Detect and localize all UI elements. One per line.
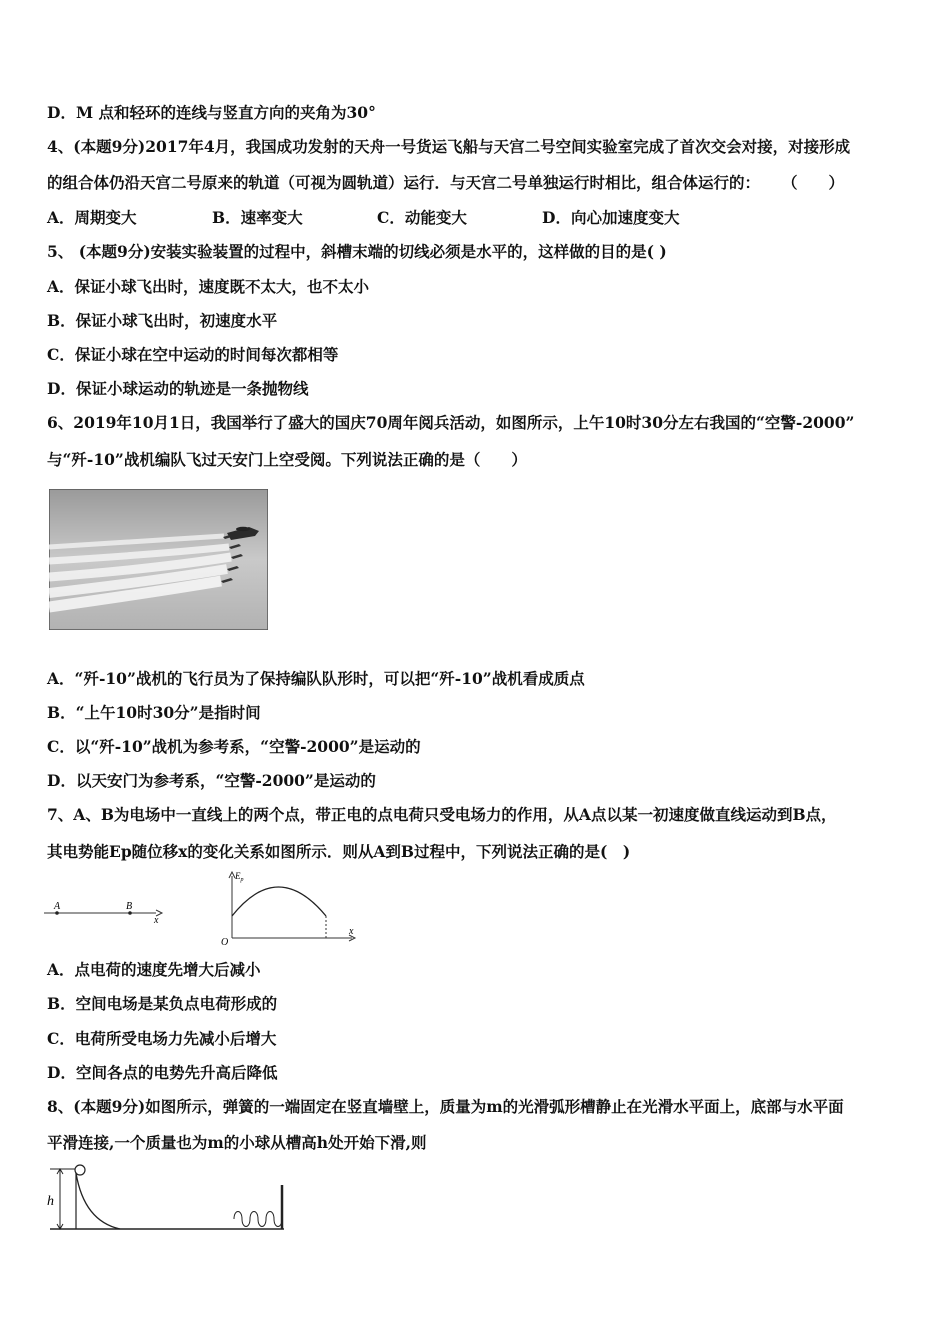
q8-score-tag: (本题9分): [73, 1097, 146, 1116]
q5-stem: [47, 242, 667, 262]
q4-options: [47, 208, 679, 228]
ep-x-graph: [218, 868, 363, 948]
spring: [234, 1212, 282, 1227]
q4-stem-line2: [47, 173, 844, 193]
q4-option-d: D．向心加速度变大: [542, 208, 680, 227]
origin-label: O: [221, 937, 229, 948]
q6-option-c: C．以“歼-10”战机为参考系，“空警-2000”是运动的: [47, 737, 421, 756]
x-label: x: [349, 926, 354, 937]
q7-stem-line1: [47, 805, 837, 825]
q8-stem-line2: 平滑连接,一个质量也为m的小球从槽高h处开始下滑,则: [47, 1133, 427, 1152]
q7-option-c: C．电荷所受电场力先减小后增大: [47, 1029, 277, 1048]
q6-option-a: A．“歼-10”战机的飞行员为了保持编队队形时，可以把“歼-10”战机看成质点: [47, 669, 585, 688]
q7-number: 7、: [47, 805, 74, 824]
q7-option-d: D．空间各点的电势先升高后降低: [47, 1063, 278, 1082]
q4-option-b: B．速率变大: [212, 208, 303, 227]
slope-spring-figure: [42, 1163, 292, 1235]
q7-stem-line2: 其电势能Ep随位移x的变化关系如图所示．则从A到B过程中，下列说法正确的是( ): [47, 842, 631, 861]
q5-option-b: B．保证小球飞出时，初速度水平: [47, 311, 278, 330]
label-b: B: [126, 901, 133, 912]
ep-label-main: E: [235, 871, 241, 881]
ab-line-figure: [40, 895, 170, 925]
q5-stem-text: 安装实验装置的过程中，斜槽末端的切线必须是水平的，这样做的目的是( ): [150, 242, 667, 261]
q6-number: 6、: [47, 413, 74, 432]
q6-stem-line2: 与“歼-10”战机编队飞过天安门上空受阅。下列说法正确的是（ ）: [47, 450, 527, 469]
q5-option-c: C．保证小球在空中运动的时间每次都相等: [47, 345, 339, 364]
q4-stem-text2: 的组合体仍沿天宫二号原来的轨道（可视为圆轨道）运行．与天宫二号单独运行时相比，组合体运行的：: [47, 173, 761, 192]
q5-option-a: A．保证小球飞出时，速度既不太大，也不太小: [47, 277, 370, 296]
jet-formation-photo: [49, 489, 268, 630]
ball: [75, 1165, 85, 1175]
q6-option-d: D．以天安门为参考系，“空警-2000”是运动的: [47, 771, 376, 790]
q8-number: 8、: [47, 1097, 74, 1116]
ep-curve: [232, 887, 326, 916]
q4-score-tag: (本题9分): [73, 137, 146, 156]
h-label: h: [47, 1194, 54, 1209]
q7-stem-text: A、B为电场中一直线上的两个点，带正电的点电荷只受电场力的作用，从A点以某一初速度做直线运动到B点，: [73, 805, 837, 824]
q5-number: 5、: [47, 242, 74, 261]
q4-option-a: A．周期变大: [47, 208, 137, 227]
ep-label: [234, 871, 244, 883]
label-x: x: [154, 915, 159, 925]
q8-stem-line1: [47, 1097, 844, 1117]
arc-groove: [76, 1173, 120, 1229]
q7-option-a: A．点电荷的速度先增大后减小: [47, 960, 261, 979]
q5-score-tag: (本题9分): [78, 242, 151, 261]
q7-option-b: B．空间电场是某负点电荷形成的: [47, 994, 278, 1013]
q4-answer-paren: （ ）: [782, 173, 845, 192]
q8-stem-text: 如图所示，弹簧的一端固定在竖直墙壁上，质量为m的光滑弧形槽静止在光滑水平面上，底部与水平面: [145, 1097, 844, 1116]
q4-number: 4、: [47, 137, 74, 156]
prev-option-d: D．M 点和轻环的连线与竖直方向的夹角为30°: [47, 103, 376, 122]
ep-label-sub: p: [240, 877, 244, 883]
q5-option-d: D．保证小球运动的轨迹是一条抛物线: [47, 379, 309, 398]
q6-stem-line1: [47, 413, 854, 433]
label-a: A: [54, 901, 61, 912]
q6-option-b: B．“上午10时30分”是指时间: [47, 703, 261, 722]
q6-stem-text: 2019年10月1日，我国举行了盛大的国庆70周年阅兵活动，如图所示，上午10时30分左右我国的“空警-2000”: [73, 413, 855, 432]
q4-stem-line1: [47, 137, 850, 157]
q4-stem-text: 2017年4月，我国成功发射的天舟一号货运飞船与天宫二号空间实验室完成了首次交会对接，对接形成: [145, 137, 851, 156]
q4-option-c: C．动能变大: [377, 208, 467, 227]
